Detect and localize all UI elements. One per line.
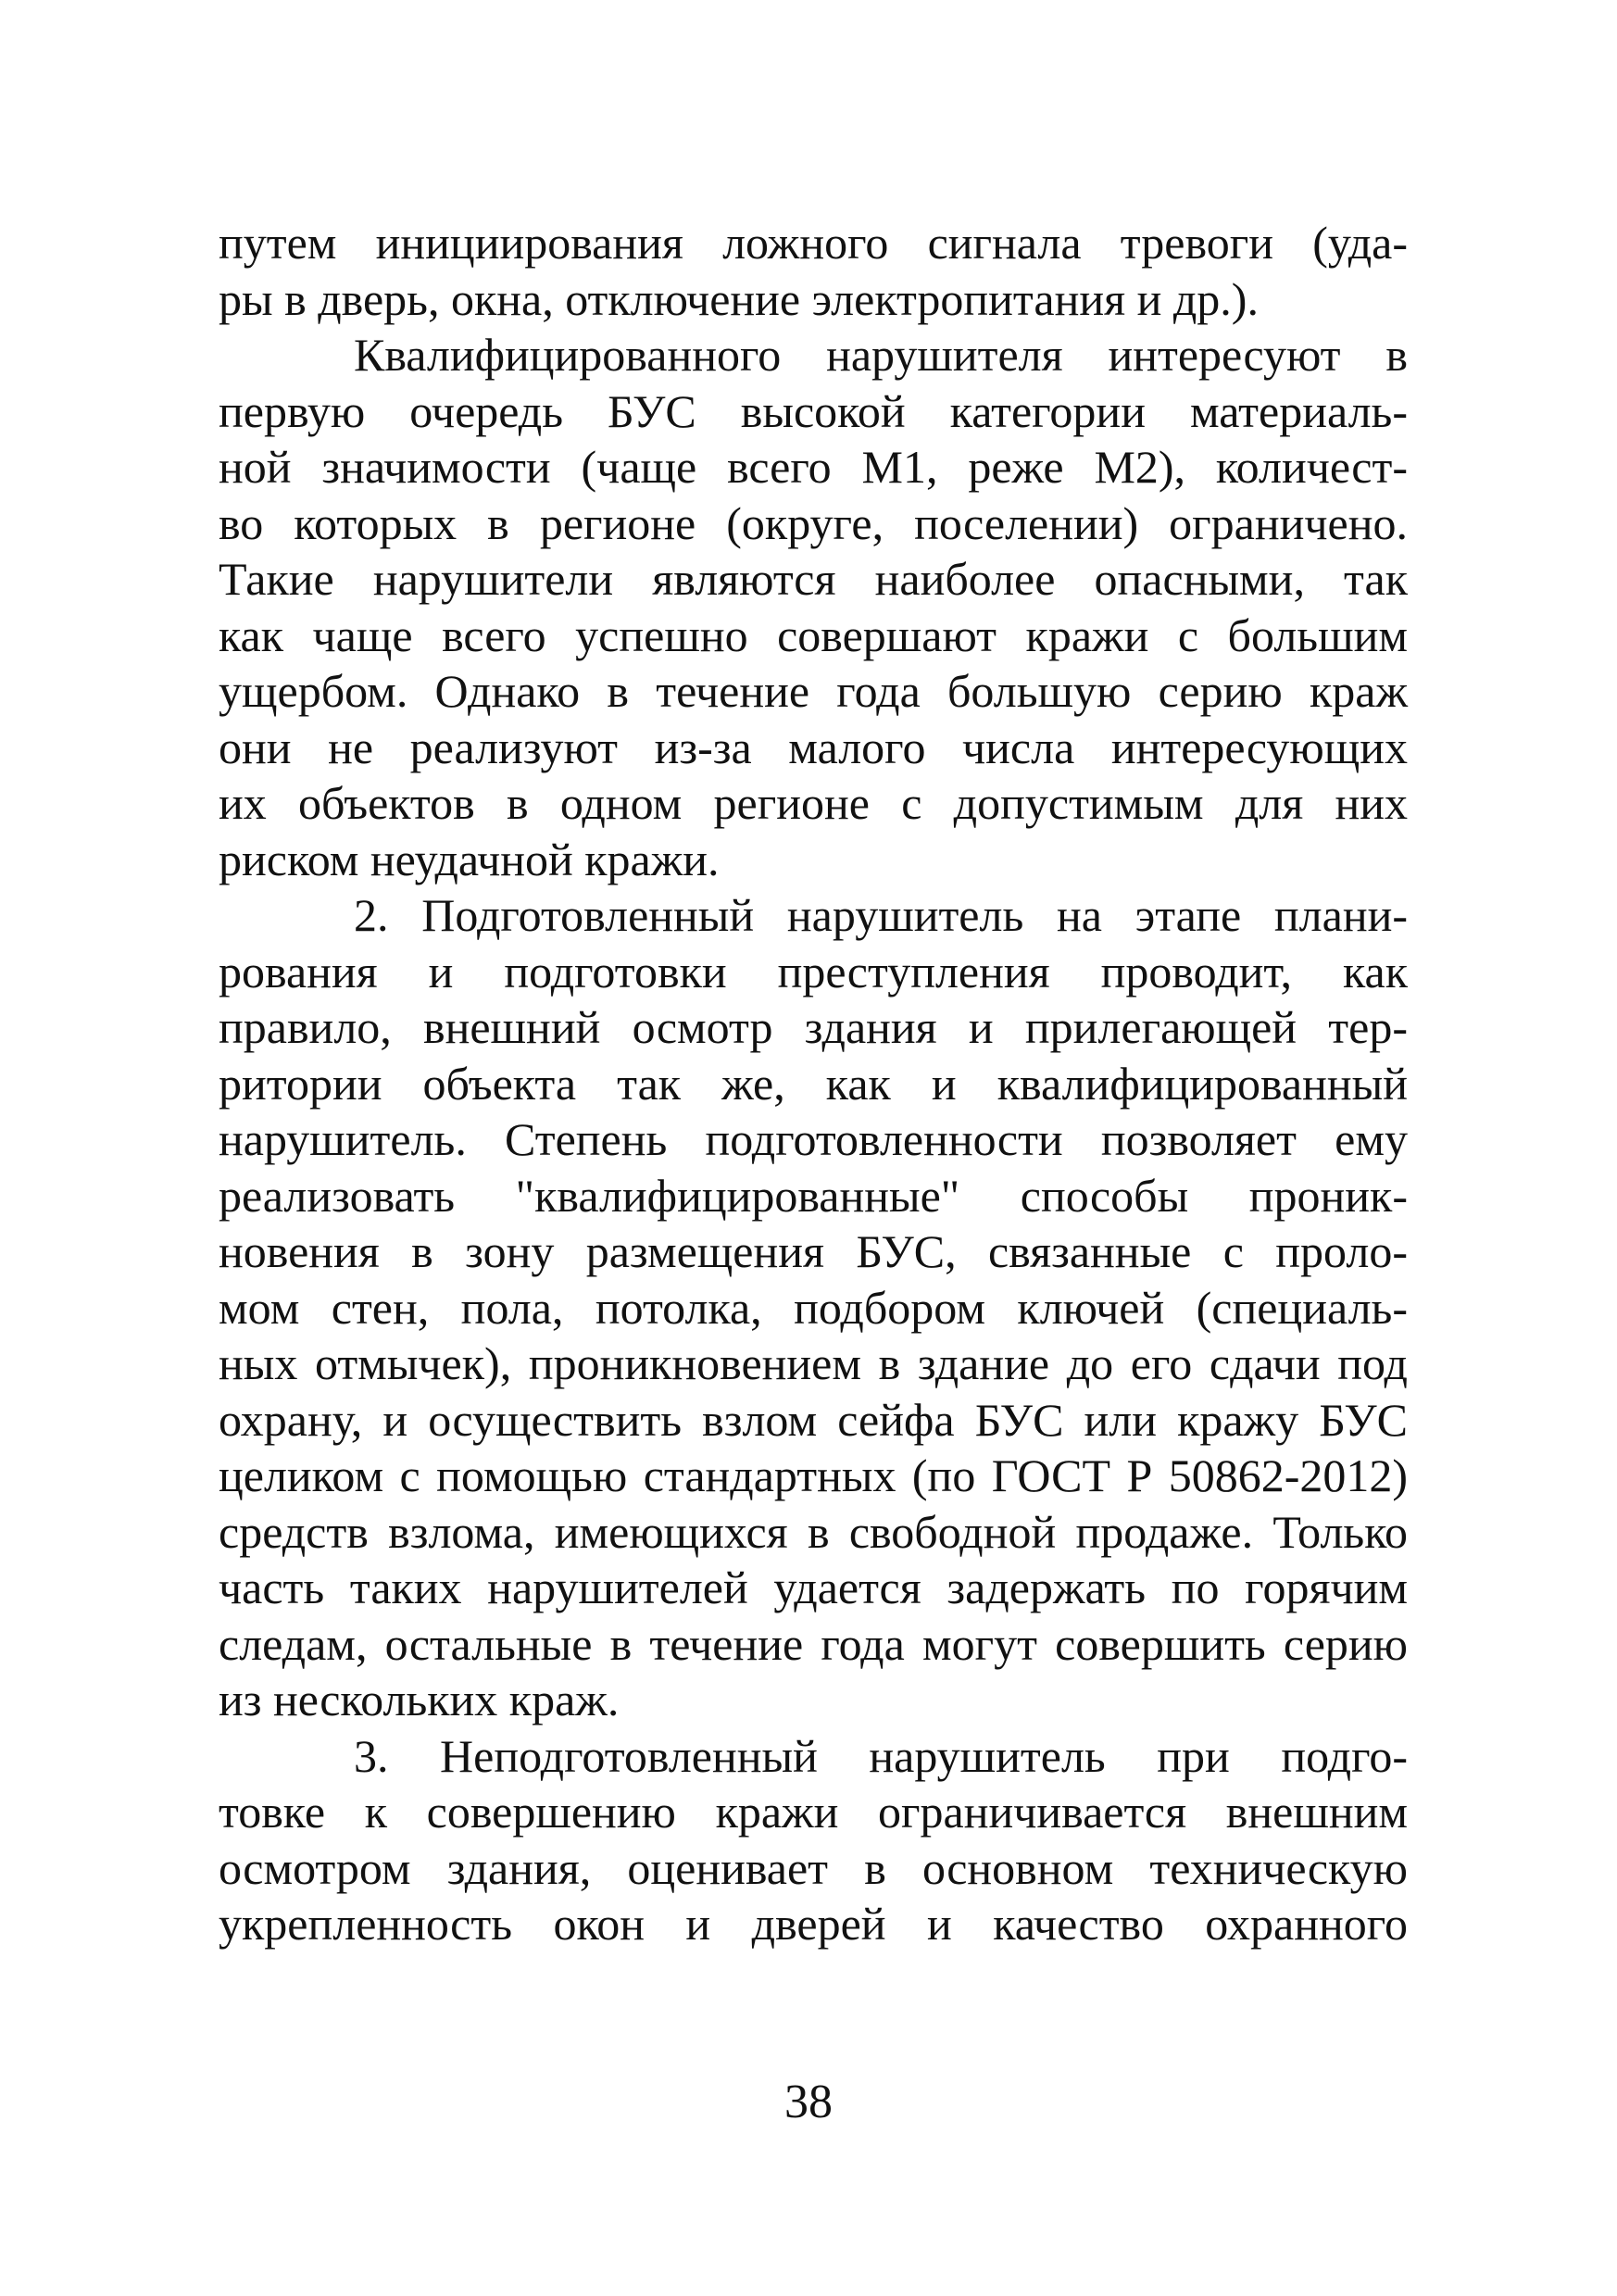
text-line: правило, внешний осмотр здания и прилегающей тер- (219, 1001, 1408, 1053)
text-line: первую очередь БУС высокой категории материаль- (219, 384, 1408, 437)
text-line: они не реализуют из-за малого числа интересующих (219, 721, 1408, 773)
text-line: путем инициирования ложного сигнала тревоги (уда- (219, 217, 1408, 269)
text-line: средств взлома, имеющихся в свободной продаже. Только (219, 1505, 1408, 1558)
body-text (219, 215, 1408, 1952)
text-line: ных отмычек), проникновением в здание до его сдачи под (219, 1337, 1408, 1389)
page-number: 38 (784, 2076, 833, 2128)
text-line: охрану, и осуществить взлом сейфа БУС или кражу БУС (219, 1393, 1408, 1446)
text-line: Квалифицированного нарушителя интересуют в (354, 329, 1408, 381)
text-line: ной значимости (чаще всего М1, реже М2), количест- (219, 441, 1408, 493)
text-line: новения в зону размещения БУС, связанные с проло- (219, 1225, 1408, 1277)
text-line: из нескольких краж. (219, 1674, 620, 1725)
text-line: мом стен, пола, потолка, подбором ключей (специаль- (219, 1281, 1408, 1334)
text-line: как чаще всего успешно совершают кражи с большим (219, 609, 1408, 661)
text-line: риском неудачной кражи. (219, 833, 720, 885)
text-line: ущербом. Однако в течение года большую серию краж (219, 665, 1408, 717)
text-line: их объектов в одном регионе с допустимым для них (219, 777, 1408, 829)
text-line: укрепленность окон и дверей и качество охранного (219, 1898, 1408, 1950)
text-line: товке к совершению кражи ограничивается внешним (219, 1786, 1408, 1838)
text-line: целиком с помощью стандартных (по ГОСТ Р 50862-2012) (219, 1449, 1408, 1501)
text-line: ры в дверь, окна, отключение электропитания и др.). (219, 272, 1259, 325)
text-line: осмотром здания, оценивает в основном техническую (219, 1841, 1408, 1894)
text-line: 2. Подготовленный нарушитель на этапе плани- (354, 889, 1408, 941)
text-line: часть таких нарушителей удается задержать по горячим (219, 1562, 1408, 1613)
text-line: реализовать "квалифицированные" способы проник- (219, 1169, 1408, 1222)
text-line: ритории объекта так же, как и квалифицированный (219, 1057, 1408, 1110)
text-line: рования и подготовки преступления проводит, как (219, 945, 1408, 997)
text-line: следам, остальные в течение года могут совершить серию (219, 1617, 1408, 1670)
text-line: во которых в регионе (округе, поселении) ограничено. (219, 496, 1408, 549)
text-line: 3. Неподготовленный нарушитель при подго- (354, 1729, 1408, 1782)
text-line: нарушитель. Степень подготовленности позволяет ему (219, 1113, 1408, 1165)
text-line: Такие нарушители являются наиболее опасными, так (219, 553, 1408, 605)
